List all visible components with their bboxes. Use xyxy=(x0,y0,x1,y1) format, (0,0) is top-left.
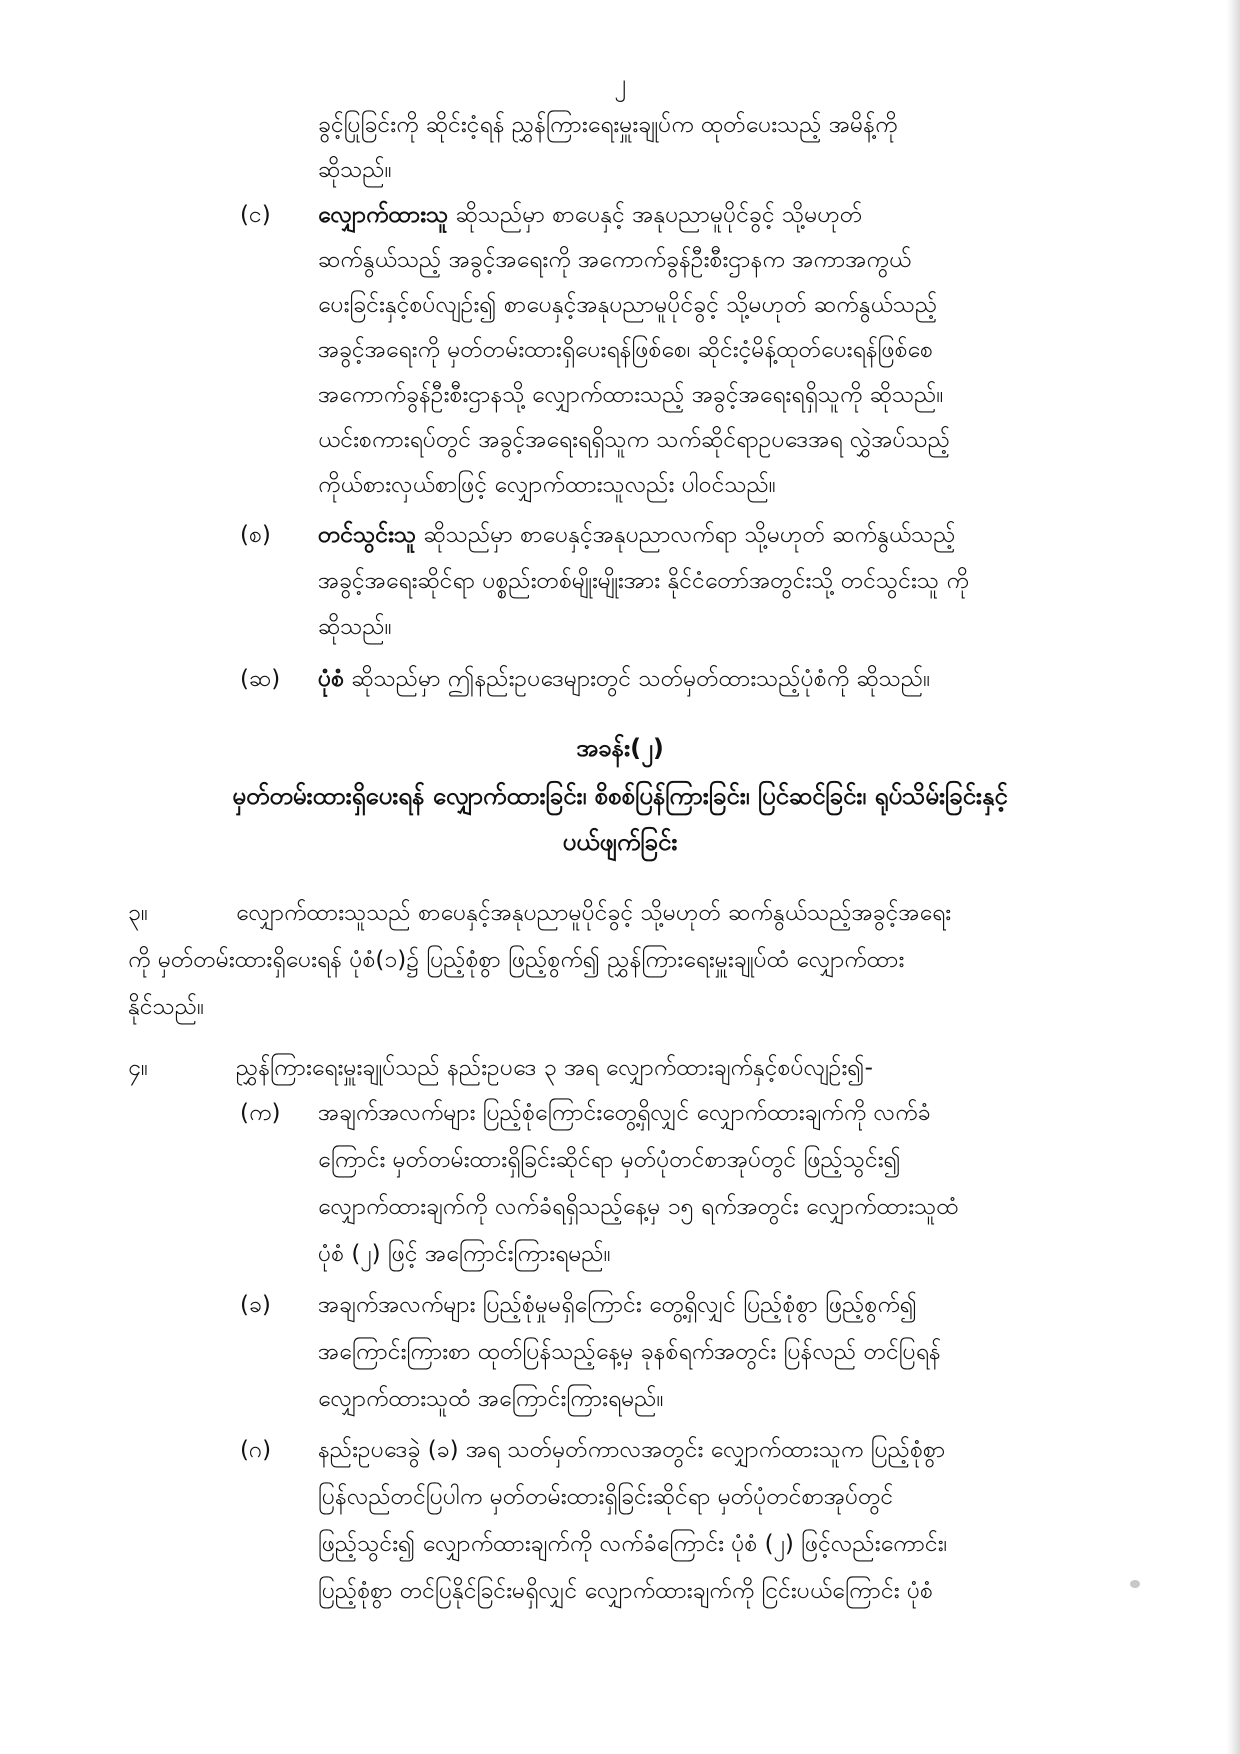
scan-edge-shadow xyxy=(1226,0,1240,1754)
def-s-line-1 xyxy=(318,520,956,550)
def-s-line-2: အခွင့်အရေးဆိုင်ရာ ပစ္စည်းတစ်မျိုးမျိုးအား နိုင်ငံတော်အတွင်းသို့ တင်သွင်းသူ ကို xyxy=(318,568,969,594)
rule-4-item-kha-line-2: အကြောင်းကြားစာ ထုတ်ပြန်သည့်နေ့မှ ခုနစ်ရက်အတွင်း ပြန်လည် တင်ပြရန် xyxy=(318,1339,941,1365)
def-s-line-3: ဆိုသည်။ xyxy=(318,614,392,640)
rule-4-item-ga-label: (ဂ) xyxy=(240,1437,272,1463)
rule-3-line-3: နိုင်သည်။ xyxy=(128,994,205,1020)
def-c-line-5: အကောက်ခွန်ဦးစီးဌာနသို့ လျှောက်ထားသည့် အခွင့်အရေးရရှိသူကို ဆိုသည်။ xyxy=(318,382,944,408)
rule-4-item-ka-label: (က) xyxy=(240,1100,281,1126)
rule-4-item-ka-line-3: လျှောက်ထားချက်ကို လက်ခံရရှိသည့်နေ့မှ ၁၅ ရက်အတွင်း လျှောက်ထားသူထံ xyxy=(318,1194,959,1220)
scan-speck xyxy=(1130,1580,1140,1588)
rule-3-line-1: လျှောက်ထားသူသည် စာပေနှင့်အနုပညာမူပိုင်ခွင့် သို့မဟုတ် ဆက်နွယ်သည့်အခွင့်အရေး xyxy=(236,900,952,926)
rule-4-item-ga-line-3: ဖြည့်သွင်း၍ လျှောက်ထားချက်ကို လက်ခံကြောင်း ပုံစံ (၂) ဖြင့်လည်းကောင်း၊ xyxy=(318,1531,948,1557)
rule-3-line-2: ကို မှတ်တမ်းထားရှိပေးရန် ပုံစံ(၁)၌ ပြည့်စုံစွာ ဖြည့်စွက်၍ ညွှန်ကြားရေးမှူးချုပ်ထံ လျှောက်ထား xyxy=(128,947,905,973)
rule-4-item-ga-line-4: ပြည့်စုံစွာ တင်ပြနိုင်ခြင်းမရှိလျှင် လျှောက်ထားချက်ကို ငြင်းပယ်ကြောင်း ပုံစံ xyxy=(318,1578,933,1604)
rule-4-item-ka-line-2: ကြောင်း မှတ်တမ်းထားရှိခြင်းဆိုင်ရာ မှတ်ပုံတင်စာအုပ်တွင် ဖြည့်သွင်း၍ xyxy=(318,1147,901,1173)
def-hs-line-1 xyxy=(318,664,930,694)
def-c-line-3: ပေးခြင်းနှင့်စပ်လျဉ်း၍ စာပေနှင့်အနုပညာမူပိုင်ခွင့် သို့မဟုတ် ဆက်နွယ်သည့် xyxy=(318,292,938,318)
def-c-line-2: ဆက်နွယ်သည့် အခွင့်အရေးကို အကောက်ခွန်ဦးစီးဌာနက အကာအကွယ် xyxy=(318,247,912,273)
def-c-line-1 xyxy=(318,200,862,230)
rule-4-item-ka-line-1: အချက်အလက်များ ပြည့်စုံကြောင်းတွေ့ရှိလျှင် လျှောက်ထားချက်ကို လက်ခံ xyxy=(318,1100,931,1126)
def-c-line-4: အခွင့်အရေးကို မှတ်တမ်းထားရှိပေးရန်ဖြစ်စေ၊ ဆိုင်းငံ့မိန့်ထုတ်ပေးရန်ဖြစ်စေ xyxy=(318,337,933,363)
chapter-title-line-1: မှတ်တမ်းထားရှိပေးရန် လျှောက်ထားခြင်း၊ စိစစ်ပြန်ကြားခြင်း၊ ပြင်ဆင်ခြင်း၊ ရုပ်သိမ်းခြင်းနှင့် xyxy=(232,782,1008,810)
chapter-title-line-2: ပယ်ဖျက်ခြင်း xyxy=(562,828,678,856)
rule-4-item-ka-line-4: ပုံစံ (၂) ဖြင့် အကြောင်းကြားရမည်။ xyxy=(318,1241,611,1267)
rule-4-label: ၄။ xyxy=(128,1055,148,1081)
rule-4-item-kha-label: (ခ) xyxy=(240,1292,271,1318)
rule-4-item-ga-line-1: နည်းဥပဒေခွဲ (ခ) အရ သတ်မှတ်ကာလအတွင်း လျှောက်ထားသူက ပြည့်စုံစွာ xyxy=(318,1437,946,1463)
def-c-line-6: ယင်းစကားရပ်တွင် အခွင့်အရေးရရှိသူက သက်ဆိုင်ရာဥပဒေအရ လွှဲအပ်သည့် xyxy=(318,427,951,453)
intro-line-2: ဆိုသည်။ xyxy=(318,157,392,183)
intro-line-1: ခွင့်ပြုခြင်းကို ဆိုင်းငံ့ရန် ညွှန်ကြားရေးမှူးချုပ်က ထုတ်ပေးသည့် အမိန့်ကို xyxy=(318,112,898,138)
rule-3-label: ၃။ xyxy=(128,900,148,926)
def-c-label: (င) xyxy=(240,202,271,228)
rule-4-item-kha-line-3: လျှောက်ထားသူထံ အကြောင်းကြားရမည်။ xyxy=(318,1386,664,1412)
def-c-line-7: ကိုယ်စားလှယ်စာဖြင့် လျှောက်ထားသူလည်း ပါဝင်သည်။ xyxy=(318,472,776,498)
def-hs-label: (ဆ) xyxy=(240,666,281,692)
rule-4-item-kha-line-1: အချက်အလက်များ ပြည့်စုံမှုမရှိကြောင်း တွေ့ရှိလျှင် ပြည့်စုံစွာ ဖြည့်စွက်၍ xyxy=(318,1292,918,1318)
chapter-number: အခန်း(၂) xyxy=(576,734,664,762)
def-c-first-rest: ဆိုသည်မှာ စာပေနှင့် အနုပညာမူပိုင်ခွင့် သို့မဟုတ် xyxy=(448,202,863,228)
page-number: ၂ xyxy=(614,69,626,97)
def-hs-first-rest: ဆိုသည်မှာ ဤနည်းဥပဒေများတွင် သတ်မှတ်ထားသည့်ပုံစံကို ဆိုသည်။ xyxy=(344,666,931,692)
def-s-first-rest: ဆိုသည်မှာ စာပေနှင့်အနုပညာလက်ရာ သို့မဟုတ် ဆက်နွယ်သည့် xyxy=(416,522,956,548)
def-s-label: (စ) xyxy=(240,522,271,548)
rule-4-line-1: ညွှန်ကြားရေးမှူးချုပ်သည် နည်းဥပဒေ ၃ အရ လျှောက်ထားချက်နှင့်စပ်လျဉ်း၍- xyxy=(236,1055,873,1081)
rule-4-item-ga-line-2: ပြန်လည်တင်ပြပါက မှတ်တမ်းထားရှိခြင်းဆိုင်ရာ မှတ်ပုံတင်စာအုပ်တွင် xyxy=(318,1484,894,1510)
def-c-term: လျှောက်ထားသူ xyxy=(318,202,449,228)
def-hs-term: ပုံစံ xyxy=(318,666,345,692)
def-s-term: တင်သွင်းသူ xyxy=(318,522,417,548)
